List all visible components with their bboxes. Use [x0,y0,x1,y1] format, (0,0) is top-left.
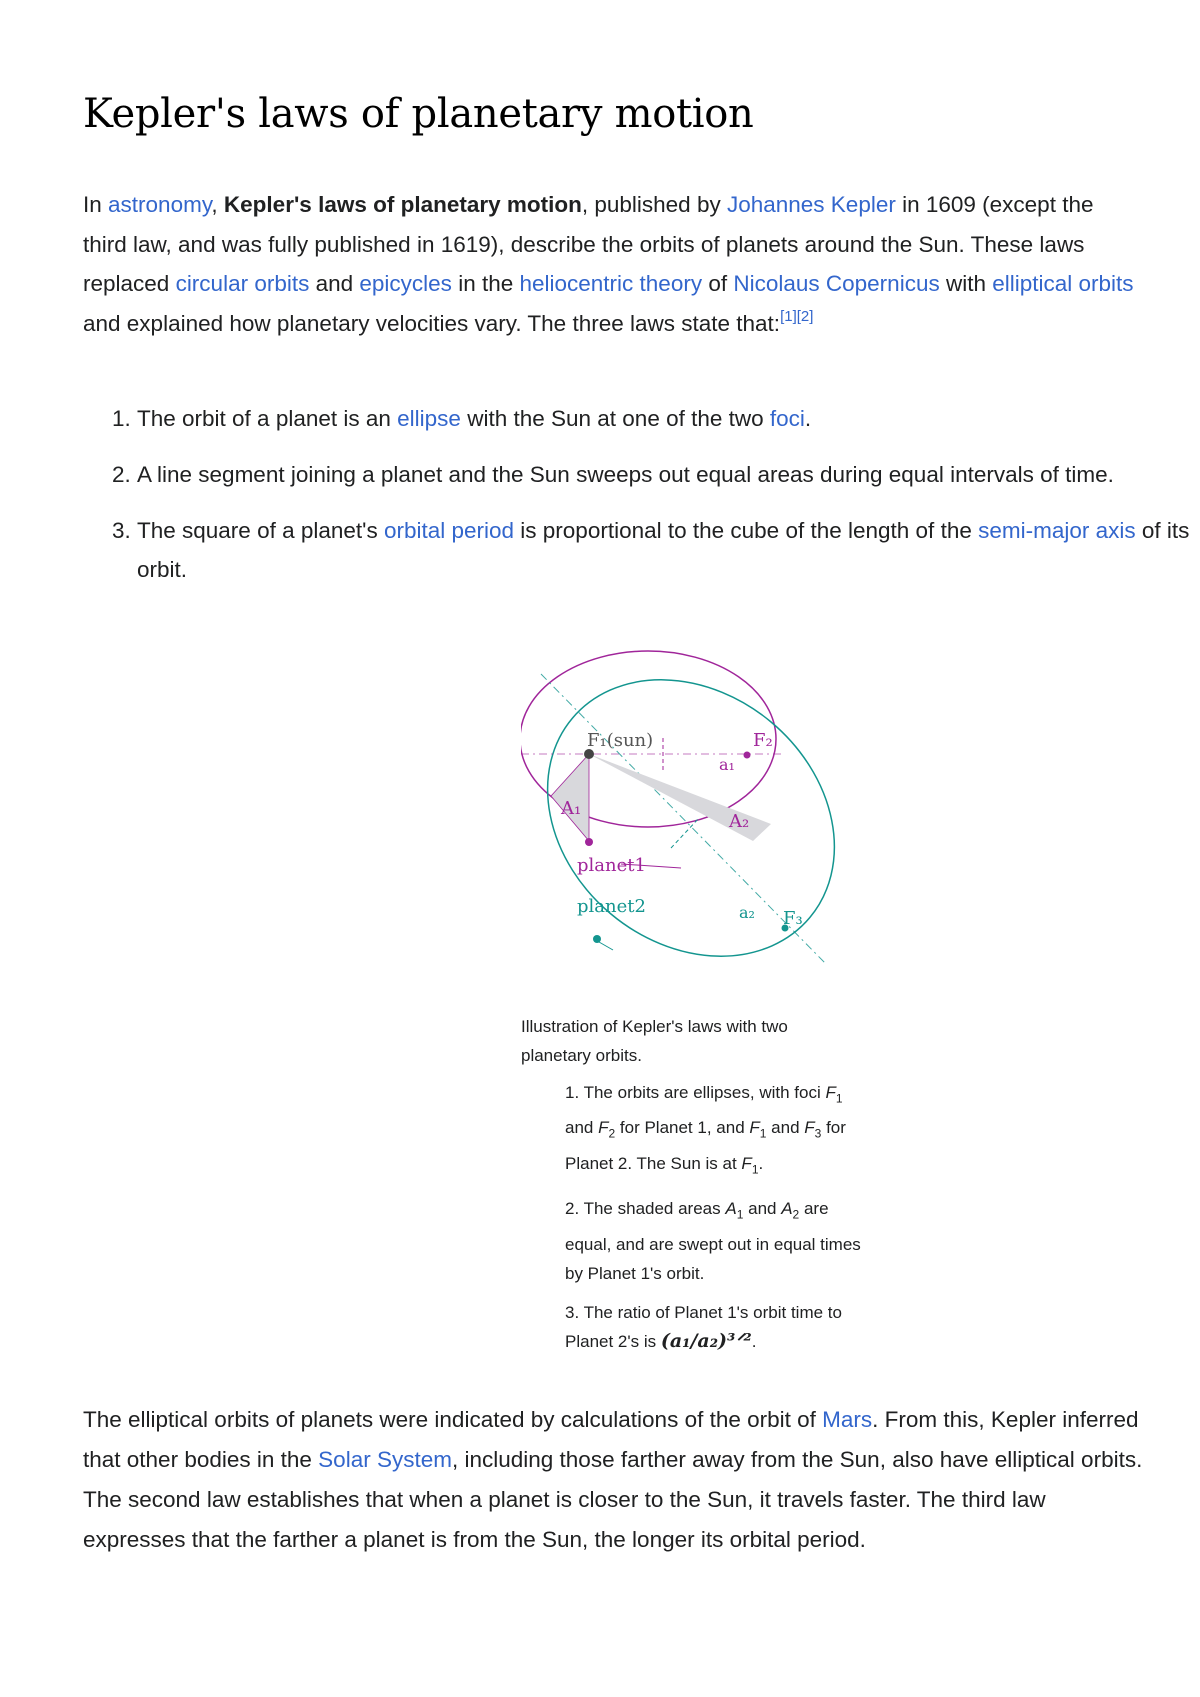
caption-item-1 [565,1078,861,1184]
caption-1-text-d: and [766,1118,805,1138]
caption-2-sub2: 2 [792,1207,800,1222]
caption-1-f2: F [598,1118,609,1138]
figure-caption [521,1012,861,1366]
reference-1[interactable]: [1] [780,307,797,325]
outro-text-1: The elliptical orbits of planets were indicated by calculations of the orbit of [83,1407,823,1432]
caption-2-text-b: and [743,1199,782,1219]
caption-1-text-e: for Planet 2. The Sun is at [565,1118,846,1173]
caption-1-sub2: 2 [608,1126,616,1141]
outro-text-3: , including those farther away from the Sun, also have elliptical orbits. The second law establishes that when a planet is closer to the Sun, it travels faster. The third law expresses that the farther a planet is from the Sun, the longer its orbital period. [83,1447,1143,1552]
planet1-dot [585,838,593,846]
caption-2-a2: A [781,1199,793,1219]
caption-item-3 [565,1298,861,1356]
link-heliocentric-theory[interactable]: heliocentric theory [519,271,703,296]
link-ellipse[interactable]: ellipse [397,406,461,431]
caption-1-f5: F [741,1153,752,1173]
caption-2-text-c: are equal, and are swept out in equal times by Planet 1's orbit. [565,1199,861,1283]
page-title: Kepler's laws of planetary motion [83,91,754,137]
law-1-text-c: . [804,406,812,431]
link-semi-major-axis[interactable]: semi-major axis [978,518,1136,543]
caption-list [521,1078,861,1356]
link-circular-orbits[interactable]: circular orbits [175,271,310,296]
caption-1-f1: F [825,1083,836,1102]
law-3-text-c: of its orbit. [137,518,1190,582]
caption-3-text-c: . [751,1331,757,1351]
label-area-a1: A₁ [561,798,582,819]
outro-paragraph [83,1400,1143,1560]
caption-1-text-b: and [565,1118,599,1138]
caption-1-sub5: 1 [751,1162,759,1177]
intro-bold-term: Kepler's laws of planetary motion [223,192,582,217]
caption-1-text-a: 1. The orbits are ellipses, with foci [565,1083,826,1102]
caption-3-math: (a₁/a₂)³ᐟ² [660,1329,752,1352]
caption-2-sub1: 1 [736,1207,744,1222]
f2-dot [744,752,751,759]
link-foci[interactable]: foci [769,406,805,431]
label-planet1: planet1 [577,855,646,876]
outro-text-2: . From this, Kepler inferred that other bodies in the [83,1407,1139,1472]
law-3-text-a: The square of a planet's [137,518,384,543]
caption-1-sub1: 1 [835,1091,843,1106]
intro-text-2: , [211,192,224,217]
caption-1-text-g: . [758,1153,764,1173]
law-3-text-b: is proportional to the cube of the length of the [514,518,979,543]
kepler-diagram [521,646,881,1008]
law-item-2 [137,455,1197,494]
citations [780,308,813,325]
caption-2-text-a: 2. The shaded areas [565,1199,726,1219]
laws-list [83,399,1197,606]
link-elliptical-orbits[interactable]: elliptical orbits [992,271,1134,296]
law-1-text-a: The orbit of a planet is an [137,406,398,431]
link-solar-system[interactable]: Solar System [318,1447,452,1472]
label-a2: a₂ [739,903,755,922]
link-orbital-period[interactable]: orbital period [383,518,515,543]
link-epicycles[interactable]: epicycles [359,271,452,296]
reference-2[interactable]: [2] [796,307,814,325]
intro-text-4: in 1609 (except the third law, and was fully published in 1619), describe the orbits of planets around the Sun. These laws replaced [83,192,1094,296]
planet2-orbit [521,646,881,1008]
label-f2: F₂ [753,730,773,751]
link-astronomy[interactable]: astronomy [108,192,212,217]
caption-1-f4: F [804,1118,815,1138]
caption-2-a1: A [725,1199,737,1219]
law-item-3 [137,511,1197,589]
intro-text-6: in the [451,271,520,296]
link-mars[interactable]: Mars [822,1407,873,1432]
label-a1: a₁ [719,755,735,774]
intro-text-5: and [309,271,360,296]
planet2-velocity-arrow [599,942,613,950]
caption-1-sub4: 3 [814,1126,822,1141]
law-1-text-b: with the Sun at one of the two [460,406,770,431]
link-johannes-kepler[interactable]: Johannes Kepler [726,192,896,217]
caption-item-2 [565,1194,861,1287]
intro-text-3: , published by [581,192,727,217]
law-item-1 [137,399,1197,438]
planet2-dot [593,935,601,943]
caption-1-f3: F [749,1118,760,1138]
intro-paragraph [83,185,1143,343]
intro-text-1: In [83,192,109,217]
label-area-a2: A₂ [729,811,750,832]
caption-1-text-c: for Planet 1, and [615,1118,750,1138]
law-2-text: A line segment joining a planet and the Sun sweeps out equal areas during equal intervals of time. [137,462,1114,487]
intro-text-8: with [939,271,993,296]
label-planet2: planet2 [577,896,646,917]
label-f1-sun: F₁(sun) [587,730,654,751]
intro-text-7: of [702,271,734,296]
caption-3-text-a: 3. The ratio of Planet 1's orbit time to Planet 2's is [565,1302,842,1351]
link-nicolaus-copernicus[interactable]: Nicolaus Copernicus [733,271,940,296]
intro-text-9: and explained how planetary velocities vary. The three laws state that: [83,310,781,336]
caption-1-sub3: 1 [759,1126,767,1141]
label-f3: F₃ [783,908,803,929]
caption-intro: Illustration of Kepler's laws with two planetary orbits. [521,1017,788,1065]
